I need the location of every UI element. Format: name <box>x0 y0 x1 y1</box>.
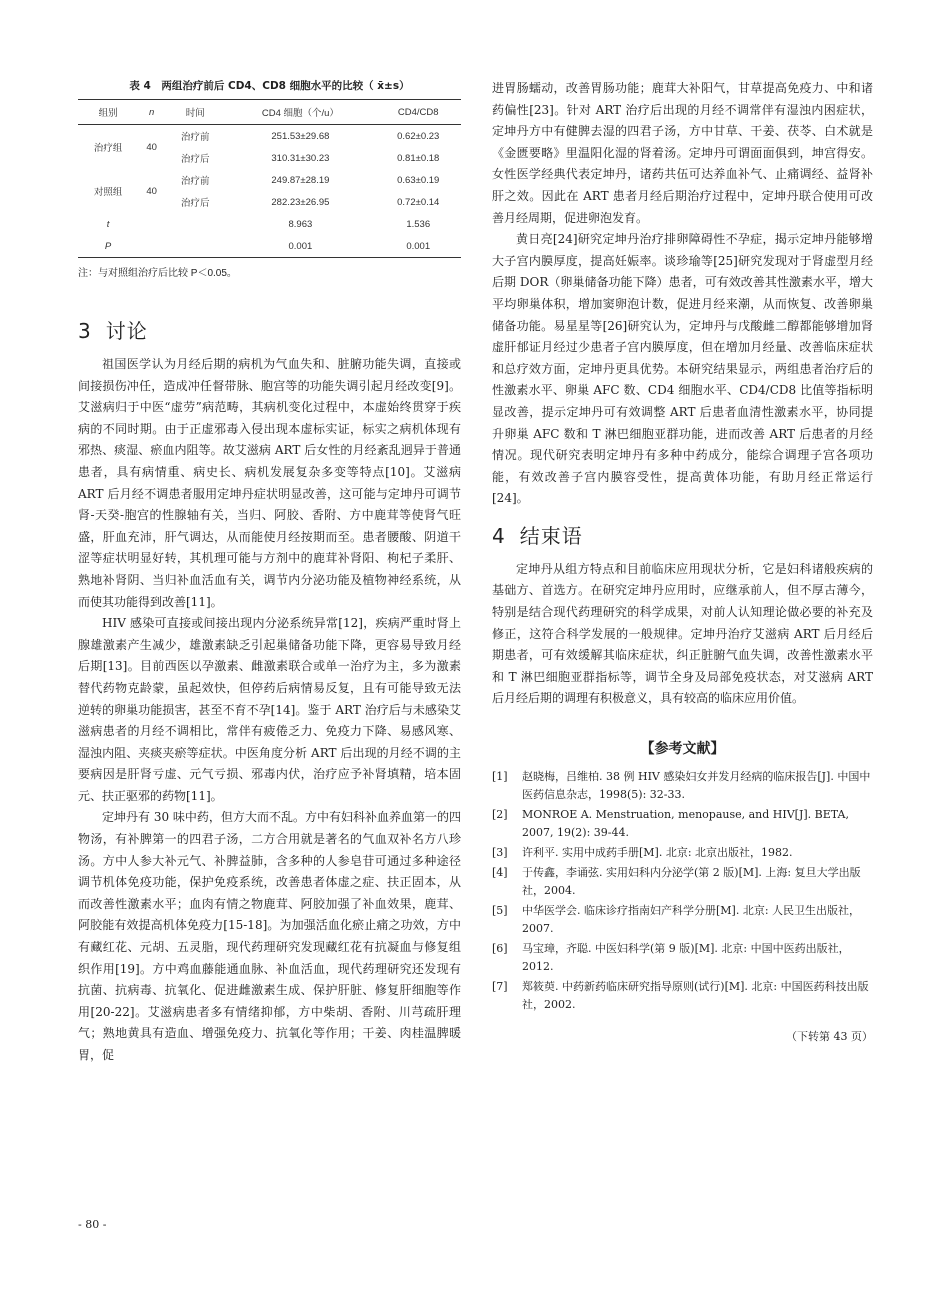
table-caption: 表 4 两组治疗前后 CD4、CD8 细胞水平的比较（ x̄±s） <box>129 80 410 92</box>
table-note: 注：与对照组治疗后比较 P＜0.05。 <box>78 268 237 279</box>
cell-time: 治疗后 <box>181 154 210 165</box>
section-4-paragraph-1: 定坤丹从组方特点和目前临床应用现状分析，它是妇科诸般疾病的基础方、首选方。在研究定坤丹应用时，应继承前人，但不厚古薄今，特别是结合现代药理研究的科学成果，对前人认知理论做必要的补充及修正，这符合科学发展的一般规律。定坤丹治疗艾滋病 ART 后月经后期患者，可有效缓解其临床症状，纠正脏腑气血失调，改善性激素水平和 T 淋巴细胞亚群指标等，调节全身及局部免疫状态，对艾滋病 ART 后月经后期的调理有积极意义，具有较高的临床应用价值。 <box>492 561 873 706</box>
section-3-title: 讨论 <box>105 319 148 343</box>
cell-p-ratio: 0.001 <box>375 235 461 258</box>
cell-n: 40 <box>146 141 157 153</box>
reference-item: [1] 赵晓梅，吕维柏. 38 例 HIV 感染妇女并发月经病的临床报告[J]. 中国中医药信息杂志，1998(5): 32-33. <box>492 770 871 802</box>
table-row <box>78 125 461 148</box>
reference-item: [6] 马宝璋，齐聪. 中医妇科学(第 9 版)[M]. 北京: 中国中医药出版社，2012. <box>492 942 850 974</box>
header-ratio: CD4/CD8 <box>375 100 461 125</box>
cell-time: 治疗前 <box>181 132 210 143</box>
table-header-row <box>78 100 461 125</box>
cell-time: 治疗后 <box>181 198 210 209</box>
cell-ratio: 0.72±0.14 <box>397 196 440 208</box>
section-3-paragraph-3-continued: 进胃肠蠕动，改善胃肠功能；鹿茸大补阳气，甘草提高免疫力、中和诸药偏性[23]。针对 ART 治疗后出现的月经不调常伴有湿浊内困症状，定坤丹方中有健脾去湿的四君子汤，方中甘草、干姜、茯苓、白术就是《金匮要略》里温阳化湿的肾着汤。定坤丹可谓面面俱到，坤宫得安。女性医学经典代表定坤丹，诸药共伍可达养血补气、止痛调经、益肾补肝之效。因此在 ART 患者月经后期治疗过程中，定坤丹联合使用可改善月经周期，促进卵泡发育。 <box>492 81 873 225</box>
cell-group: 治疗组 <box>93 143 123 154</box>
right-column <box>492 78 873 1044</box>
section-3-number: 3 <box>78 319 92 343</box>
header-time: 时间 <box>165 100 225 125</box>
section-4-number: 4 <box>492 523 506 548</box>
reference-item: [4] 于传鑫，李诵弦. 实用妇科内分泌学(第 2 版)[M]. 上海: 复旦大学出版社，2004. <box>492 866 861 898</box>
reference-item: [7] 郑筱萸. 中药新药临床研究指导原则(试行)[M]. 北京: 中国医药科技出版社，2002. <box>492 980 869 1012</box>
cell-time: 治疗前 <box>181 176 210 187</box>
cell-cd4: 310.31±30.23 <box>271 152 330 164</box>
section-3-paragraph-4: 黄日亮[24]研究定坤丹治疗排卵障碍性不孕症，揭示定坤丹能够增大子宫内膜厚度，提高妊娠率。谈珍瑜等[25]研究发现对于肾虚型月经后期 DOR（卵巢储备功能下降）患者，可有效改善其性激素水平，增大平均卵巢体积，增加窦卵泡计数，促进月经来潮，从而恢复、改善卵巢储备功能。易星星等[26]研究认为，定坤丹与戊酸雌二醇都能够增加肾虚肝郁证月经过少患者子宫内膜厚度，但在增加月经量、改善临床症状和总疗效方面，定坤丹更具优势。本研究结果显示，两组患者治疗后的性激素水平、卵巢 AFC 数、CD4 细胞水平、CD4/CD8 比值等指标明显改善，提示定坤丹可有效调整 ART 后患者血清性激素水平，协同提升卵巢 AFC 数和 T 淋巴细胞亚群功能，进而改善 ART 后患者的月经情况。现代研究表明定坤丹有多种中药成分，能综合调理子宫各项功能，有效改善子宫内膜容受性，提高黄体功能，有助月经正常运行[24]。 <box>492 232 873 506</box>
cell-cd4: 282.23±26.95 <box>271 196 330 208</box>
header-n: n <box>138 100 165 125</box>
section-3-paragraph-2: HIV 感染可直接或间接出现内分泌系统异常[12]，疾病严重时肾上腺雄激素产生减少，雄激素缺乏引起巢储备功能下降，更容易导致月经后期[13]。目前西医以孕激素、雌激素联合或单一治疗为主，多为激素替代药物克龄蒙，虽起效快，但停药后病情易反复，且有可能导致无法逆转的卵巢功能损害，甚至不育不孕[14]。鉴于 ART 治疗后与未感染艾滋病患者的月经不调相比，常伴有疲倦乏力、免疫力下降、易感风寒、湿浊内阻、夹痰夹瘀等症状。中医角度分析 ART 后出现的月经不调的主要病因是肝肾亏虚、元气亏损、邪毒内伏，治疗应予补肾填精，培本固元、扶正驱邪的药物[11]。 <box>78 616 461 803</box>
cell-t-label: t <box>106 218 110 230</box>
reference-item: [5] 中华医学会. 临床诊疗指南妇产科学分册[M]. 北京: 人民卫生出版社，2007. <box>492 904 861 936</box>
section-3-paragraph-3: 定坤丹有 30 味中药，但方大而不乱。方中有妇科补血养血第一的四物汤，有补脾第一的四君子汤，二方合用就是著名的气血双补名方八珍汤。方中人参大补元气、补脾益肺，含多种的人参皂苷可通过多种途径调节机体免疫功能，保护免疫系统，改善患者体虚之症、扶正固本，从而改善性激素水平；血肉有情之物鹿茸、阿胶加强了补血效果，鹿茸、阿胶能有效提高机体免疫力[15-18]。为加强活血化瘀止痛之功效，方中有藏红花、元胡、五灵脂，现代药理研究发现藏红花有抗凝血与修复组织作用[19]。方中鸡血藤能通血脉、补血活血，现代药理研究还发现有抗菌、抗病毒、抗氧化、促进雌激素生成、保护肝脏、修复肝细胞等作用[20-22]。艾滋病患者多有情绪抑郁，方中柴胡、香附、川芎疏肝理气；熟地黄具有造血、增强免疫力、抗氧化等作用；干姜、肉桂温脾暖胃，促 <box>78 810 461 1062</box>
section-3-paragraph-1: 祖国医学认为月经后期的病机为气血失和、脏腑功能失调，直接或间接损伤冲任，造成冲任督带脉、胞宫等的功能失调引起月经改变[9]。艾滋病归于中医“虚劳”病范畴，其病机变化过程中，本虚始终贯穿于疾病的不同时期。由于正虚邪毒入侵出现本虚标实证，标实之病机体现有邪热、痰湿、瘀血内阻等。故艾滋病 ART 后女性的月经紊乱迥异于普通患者，具有病情重、病史长、病机发展复杂多变等特点[10]。艾滋病 ART 后月经不调患者服用定坤丹症状明显改善，这可能与定坤丹可调节肾-天癸-胞宫的性腺轴有关，当归、阿胶、香附、方中鹿茸等使肾气旺盛，肝血充沛，肝气调达，从而能使月经按期而至。患者腰酸、阴道干涩等症状明显好转，其机理可能与方剂中的鹿茸补肾阳、枸杞子柔肝、熟地补肾阴、当归补血活血有关，调节内分泌功能及植物神经系统，从而使其功能得到改善[11]。 <box>78 357 461 609</box>
header-group: 组别 <box>78 100 138 125</box>
cell-cd4: 251.53±29.68 <box>271 130 330 142</box>
page-number: - 80 - <box>78 1218 107 1231</box>
cell-p-cd4: 0.001 <box>225 235 375 258</box>
cell-cd4: 249.87±28.19 <box>271 174 330 186</box>
cell-ratio: 0.62±0.23 <box>397 130 440 142</box>
cell-t-ratio: 1.536 <box>406 218 431 230</box>
section-4-heading <box>492 520 873 549</box>
cell-ratio: 0.81±0.18 <box>397 152 440 164</box>
cell-p-label: P <box>78 235 138 258</box>
reference-item: [3] 许利平. 实用中成药手册[M]. 北京: 北京出版社，1982. <box>492 846 793 860</box>
continued-note: （下转第 43 页） <box>786 1030 873 1044</box>
table-row <box>78 169 461 191</box>
cell-ratio: 0.63±0.19 <box>397 174 440 186</box>
cell-n: 40 <box>146 185 157 197</box>
left-column <box>78 78 461 1067</box>
comparison-table <box>78 99 461 258</box>
header-cd4: CD4 细胞（个/u） <box>225 100 375 125</box>
cell-t-cd4: 8.963 <box>288 218 313 230</box>
reference-item: [2] MONROE A. Menstruation, menopause, and HIV[J]. BETA, 2007, 19(2): 39-44. <box>492 808 849 840</box>
references-title: 【参考文献】 <box>640 741 725 758</box>
table-row-p <box>78 235 461 258</box>
section-4-title: 结束语 <box>519 523 583 548</box>
table-row-t <box>78 213 461 235</box>
cell-group: 对照组 <box>93 187 123 198</box>
references-list <box>492 768 873 1014</box>
section-3-heading <box>78 315 461 344</box>
